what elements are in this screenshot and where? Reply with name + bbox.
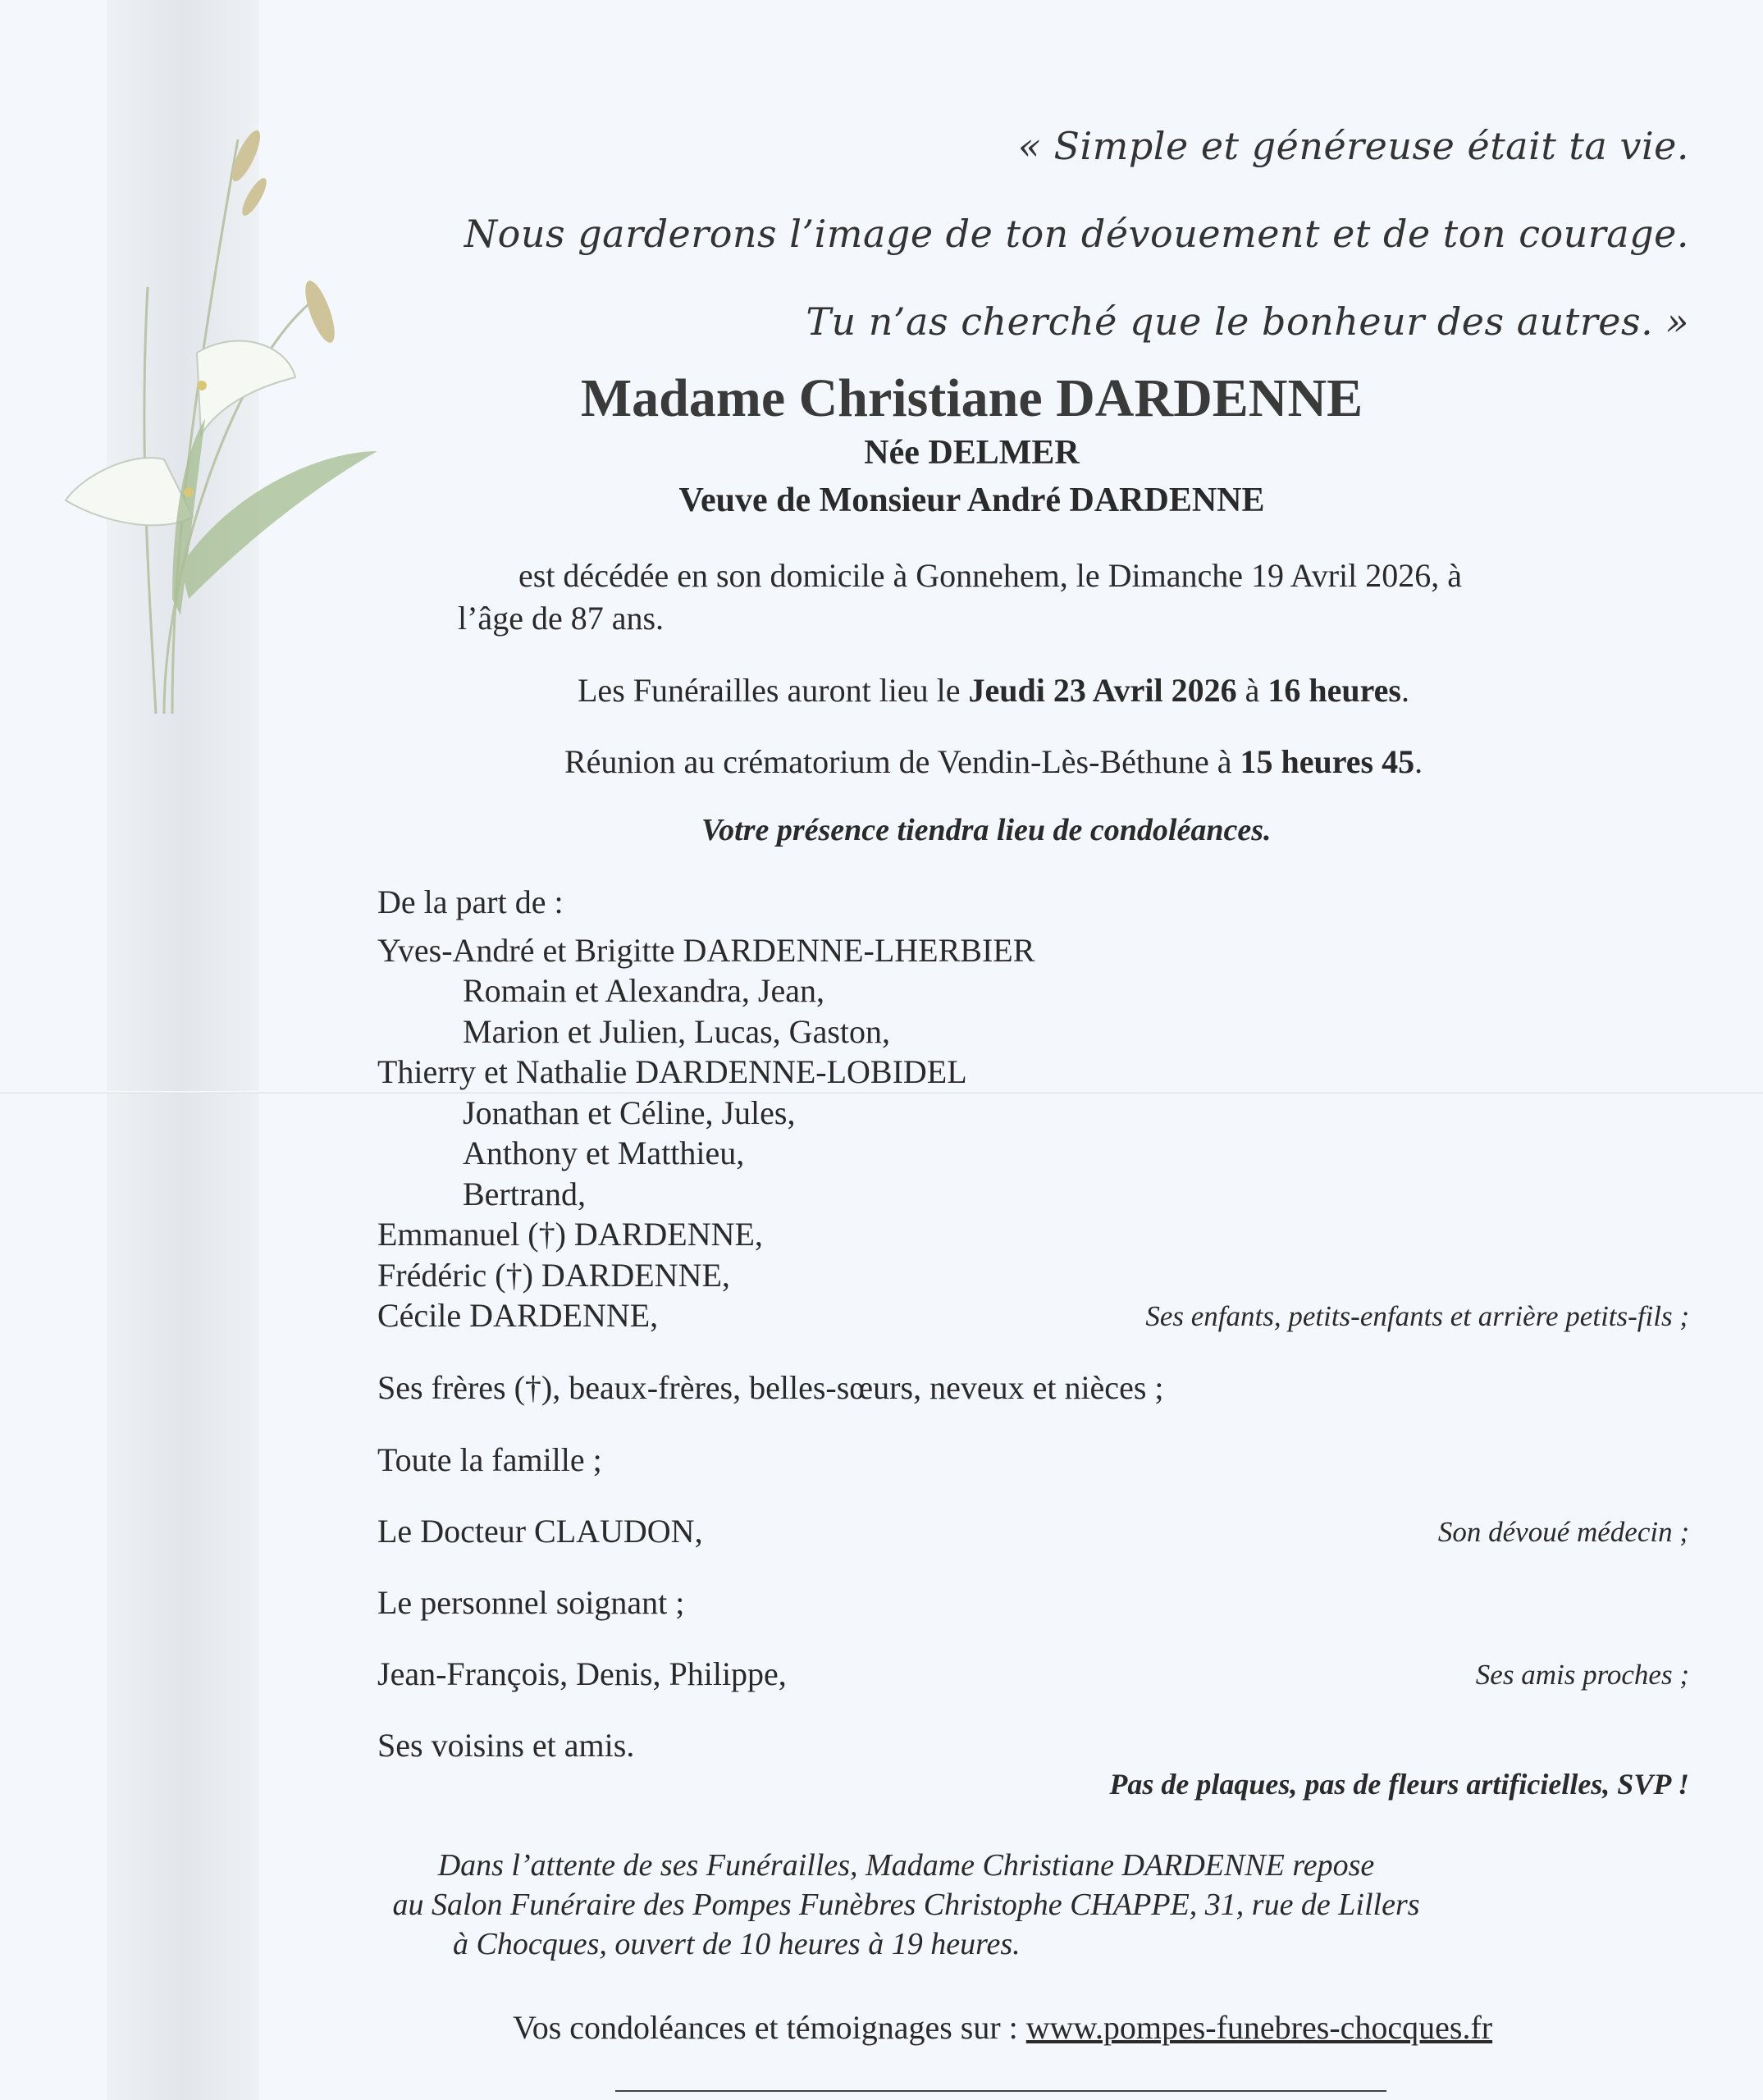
epigraph-line-1: « Simple et généreuse était ta vie. bbox=[1017, 124, 1689, 168]
family-list bbox=[377, 882, 1035, 1336]
repose-info bbox=[0, 1846, 1763, 1964]
doctor-line: Le Docteur CLAUDON, bbox=[377, 1513, 703, 1550]
family-line: Yves-André et Brigitte DARDENNE-LHERBIER bbox=[377, 931, 1035, 969]
family-intro: De la part de : bbox=[377, 883, 564, 920]
funeral-time: 16 heures bbox=[1267, 672, 1401, 709]
family-line: Marion et Julien, Lucas, Gaston, bbox=[463, 1012, 890, 1050]
family-line: Emmanuel (†) DARDENNE, bbox=[377, 1216, 763, 1253]
family-line: Bertrand, bbox=[463, 1175, 586, 1212]
epigraph-line-2: Nous garderons l’image de ton dévouement et de ton courage. bbox=[464, 212, 1689, 256]
epigraph bbox=[464, 103, 1689, 366]
condolences-link[interactable]: www.pompes-funebres-chocques.fr bbox=[1025, 2009, 1493, 2046]
epigraph-line-3: Tu n’as cherché que le bonheur des autres. » bbox=[806, 299, 1689, 344]
widow-of: Veuve de Monsieur André DARDENNE bbox=[678, 482, 1265, 519]
death-line-1: est décédée en son domicile à Gonnehem, le Dimanche 19 Avril 2026, à bbox=[518, 557, 1462, 594]
repose-line-2: au Salon Funéraire des Pompes Funèbres Christophe CHAPPE, 31, rue de Lillers bbox=[392, 1888, 1420, 1922]
funeral-suffix: . bbox=[1400, 672, 1409, 709]
neighbors-line: Ses voisins et amis. bbox=[377, 1727, 635, 1764]
family-line: Jonathan et Céline, Jules, bbox=[463, 1093, 796, 1131]
deceased-name: Madame Christiane DARDENNE bbox=[580, 368, 1363, 428]
funeral-prefix: Les Funérailles auront lieu le bbox=[578, 672, 969, 709]
friends-label: Ses amis proches ; bbox=[1475, 1659, 1689, 1691]
children-label: Ses enfants, petits-enfants et arrière petits-fils ; bbox=[1145, 1300, 1689, 1332]
reunion-announcement bbox=[564, 742, 1423, 781]
friends-line: Jean-François, Denis, Philippe, bbox=[377, 1655, 787, 1692]
repose-line-1: Dans l’attente de ses Funérailles, Madame Christiane DARDENNE repose bbox=[437, 1848, 1375, 1883]
presence-note: Votre présence tiendra lieu de condoléances. bbox=[701, 813, 1272, 847]
reunion-time: 15 heures 45 bbox=[1240, 743, 1415, 780]
maiden-name: Née DELMER bbox=[864, 434, 1080, 472]
siblings-line: Ses frères (†), beaux-frères, belles-sœurs, neveux et nièces ; bbox=[377, 1369, 1164, 1406]
family-line: Thierry et Nathalie DARDENNE-LOBIDEL bbox=[377, 1053, 967, 1090]
funeral-announcement bbox=[578, 671, 1409, 710]
whole-family-line: Toute la famille ; bbox=[377, 1441, 602, 1478]
family-line: Anthony et Matthieu, bbox=[463, 1134, 745, 1171]
reunion-suffix: . bbox=[1414, 743, 1423, 780]
repose-line-3: à Chocques, ouvert de 10 heures à 19 heures. bbox=[453, 1927, 1021, 1961]
reunion-prefix: Réunion au crématorium de Vendin-Lès-Béthune à bbox=[564, 743, 1240, 780]
funeral-middle: à bbox=[1236, 672, 1268, 709]
condolences-line bbox=[513, 2008, 1492, 2047]
family-line: Romain et Alexandra, Jean, bbox=[463, 972, 824, 1009]
family-line: Frédéric (†) DARDENNE, bbox=[377, 1256, 730, 1294]
flowers-notice: Pas de plaques, pas de fleurs artificielles, SVP ! bbox=[1109, 1768, 1689, 1801]
condolences-prefix: Vos condoléances et témoignages sur : bbox=[513, 2009, 1026, 2046]
doctor-label: Son dévoué médecin ; bbox=[1437, 1516, 1689, 1548]
staff-line: Le personnel soignant ; bbox=[377, 1584, 685, 1621]
death-line-2: l’âge de 87 ans. bbox=[458, 600, 665, 637]
funeral-date: Jeudi 23 Avril 2026 bbox=[968, 672, 1237, 709]
family-line: Cécile DARDENNE, bbox=[377, 1297, 659, 1334]
footer-divider bbox=[615, 2090, 1386, 2092]
